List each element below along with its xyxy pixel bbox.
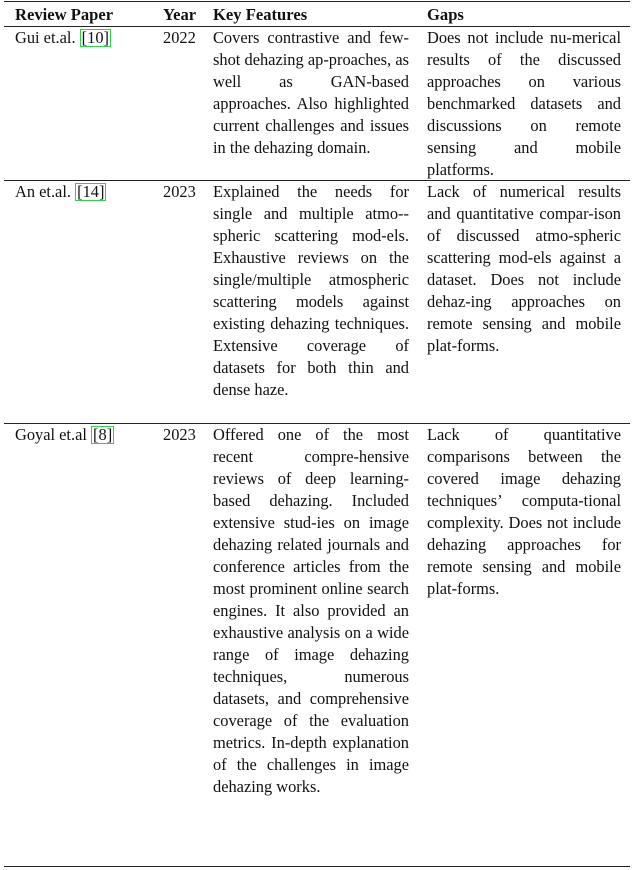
table-row-1-year: 2022 [163,28,196,47]
author-name: Goyal et.al [15,425,87,444]
citation-link[interactable]: [10] [81,28,109,47]
table-row-1-paper [15,27,160,49]
table-row-3-year: 2023 [163,425,196,444]
table-row-2-gaps: Lack of numerical results and quantitative compar-ison of discussed atmo-spheric scattering mod-els against a dataset. Does not include dehaz-ing approaches on remote sensing and mobile plat-forms. [427,182,621,355]
table-row-2-paper [15,181,160,203]
table-row-3-features: Offered one of the most recent compre-hensive reviews of deep learning-based dehazing. Included extensive stud-ies on image dehazing related journals and conference articles from the most prominent online search engines. It also provided an exhaustive analysis on a wide range of image dehazing techniques, numerous datasets, and comprehensive coverage of the evaluation metrics. In-depth explanation of the challenges in image dehazing works. [213,425,409,796]
header-gaps: Gaps [427,5,464,24]
table-row-2-features: Explained the needs for single and multiple atmo-spheric scattering mod-els. Exhaustive reviews on the single/multiple atmospheric scattering models against existing dehazing techniques. Extensive coverage of datasets for both thin and dense haze. [213,182,409,399]
table-row-1-features: Covers contrastive and few-shot dehazing ap-proaches, as well as GAN-based approaches. Also highlighted current challenges and issues in the dehazing domain. [213,28,409,157]
bottom-rule [4,866,630,867]
table-row-2-year: 2023 [163,182,196,201]
author-name: An et.al. [15,182,71,201]
table-row-3-paper [15,424,160,446]
table-row-3-gaps: Lack of quantitative comparisons between the covered image dehazing techniques’ computa-tional complexity. Does not include dehazing approaches for remote sensing and mobile plat-forms. [427,425,621,598]
header-key-features: Key Features [213,5,308,24]
top-rule [4,1,630,2]
citation-link[interactable]: [14] [77,182,105,201]
header-year: Year [163,5,197,24]
author-name: Gui et.al. [15,28,76,47]
citation-link[interactable]: [8] [93,425,113,444]
table-row-1-gaps: Does not include nu-merical results of the discussed approaches on various benchmarked datasets and discussions on remote sensing and mobile platforms. [427,28,621,179]
header-review-paper: Review Paper [15,5,114,24]
